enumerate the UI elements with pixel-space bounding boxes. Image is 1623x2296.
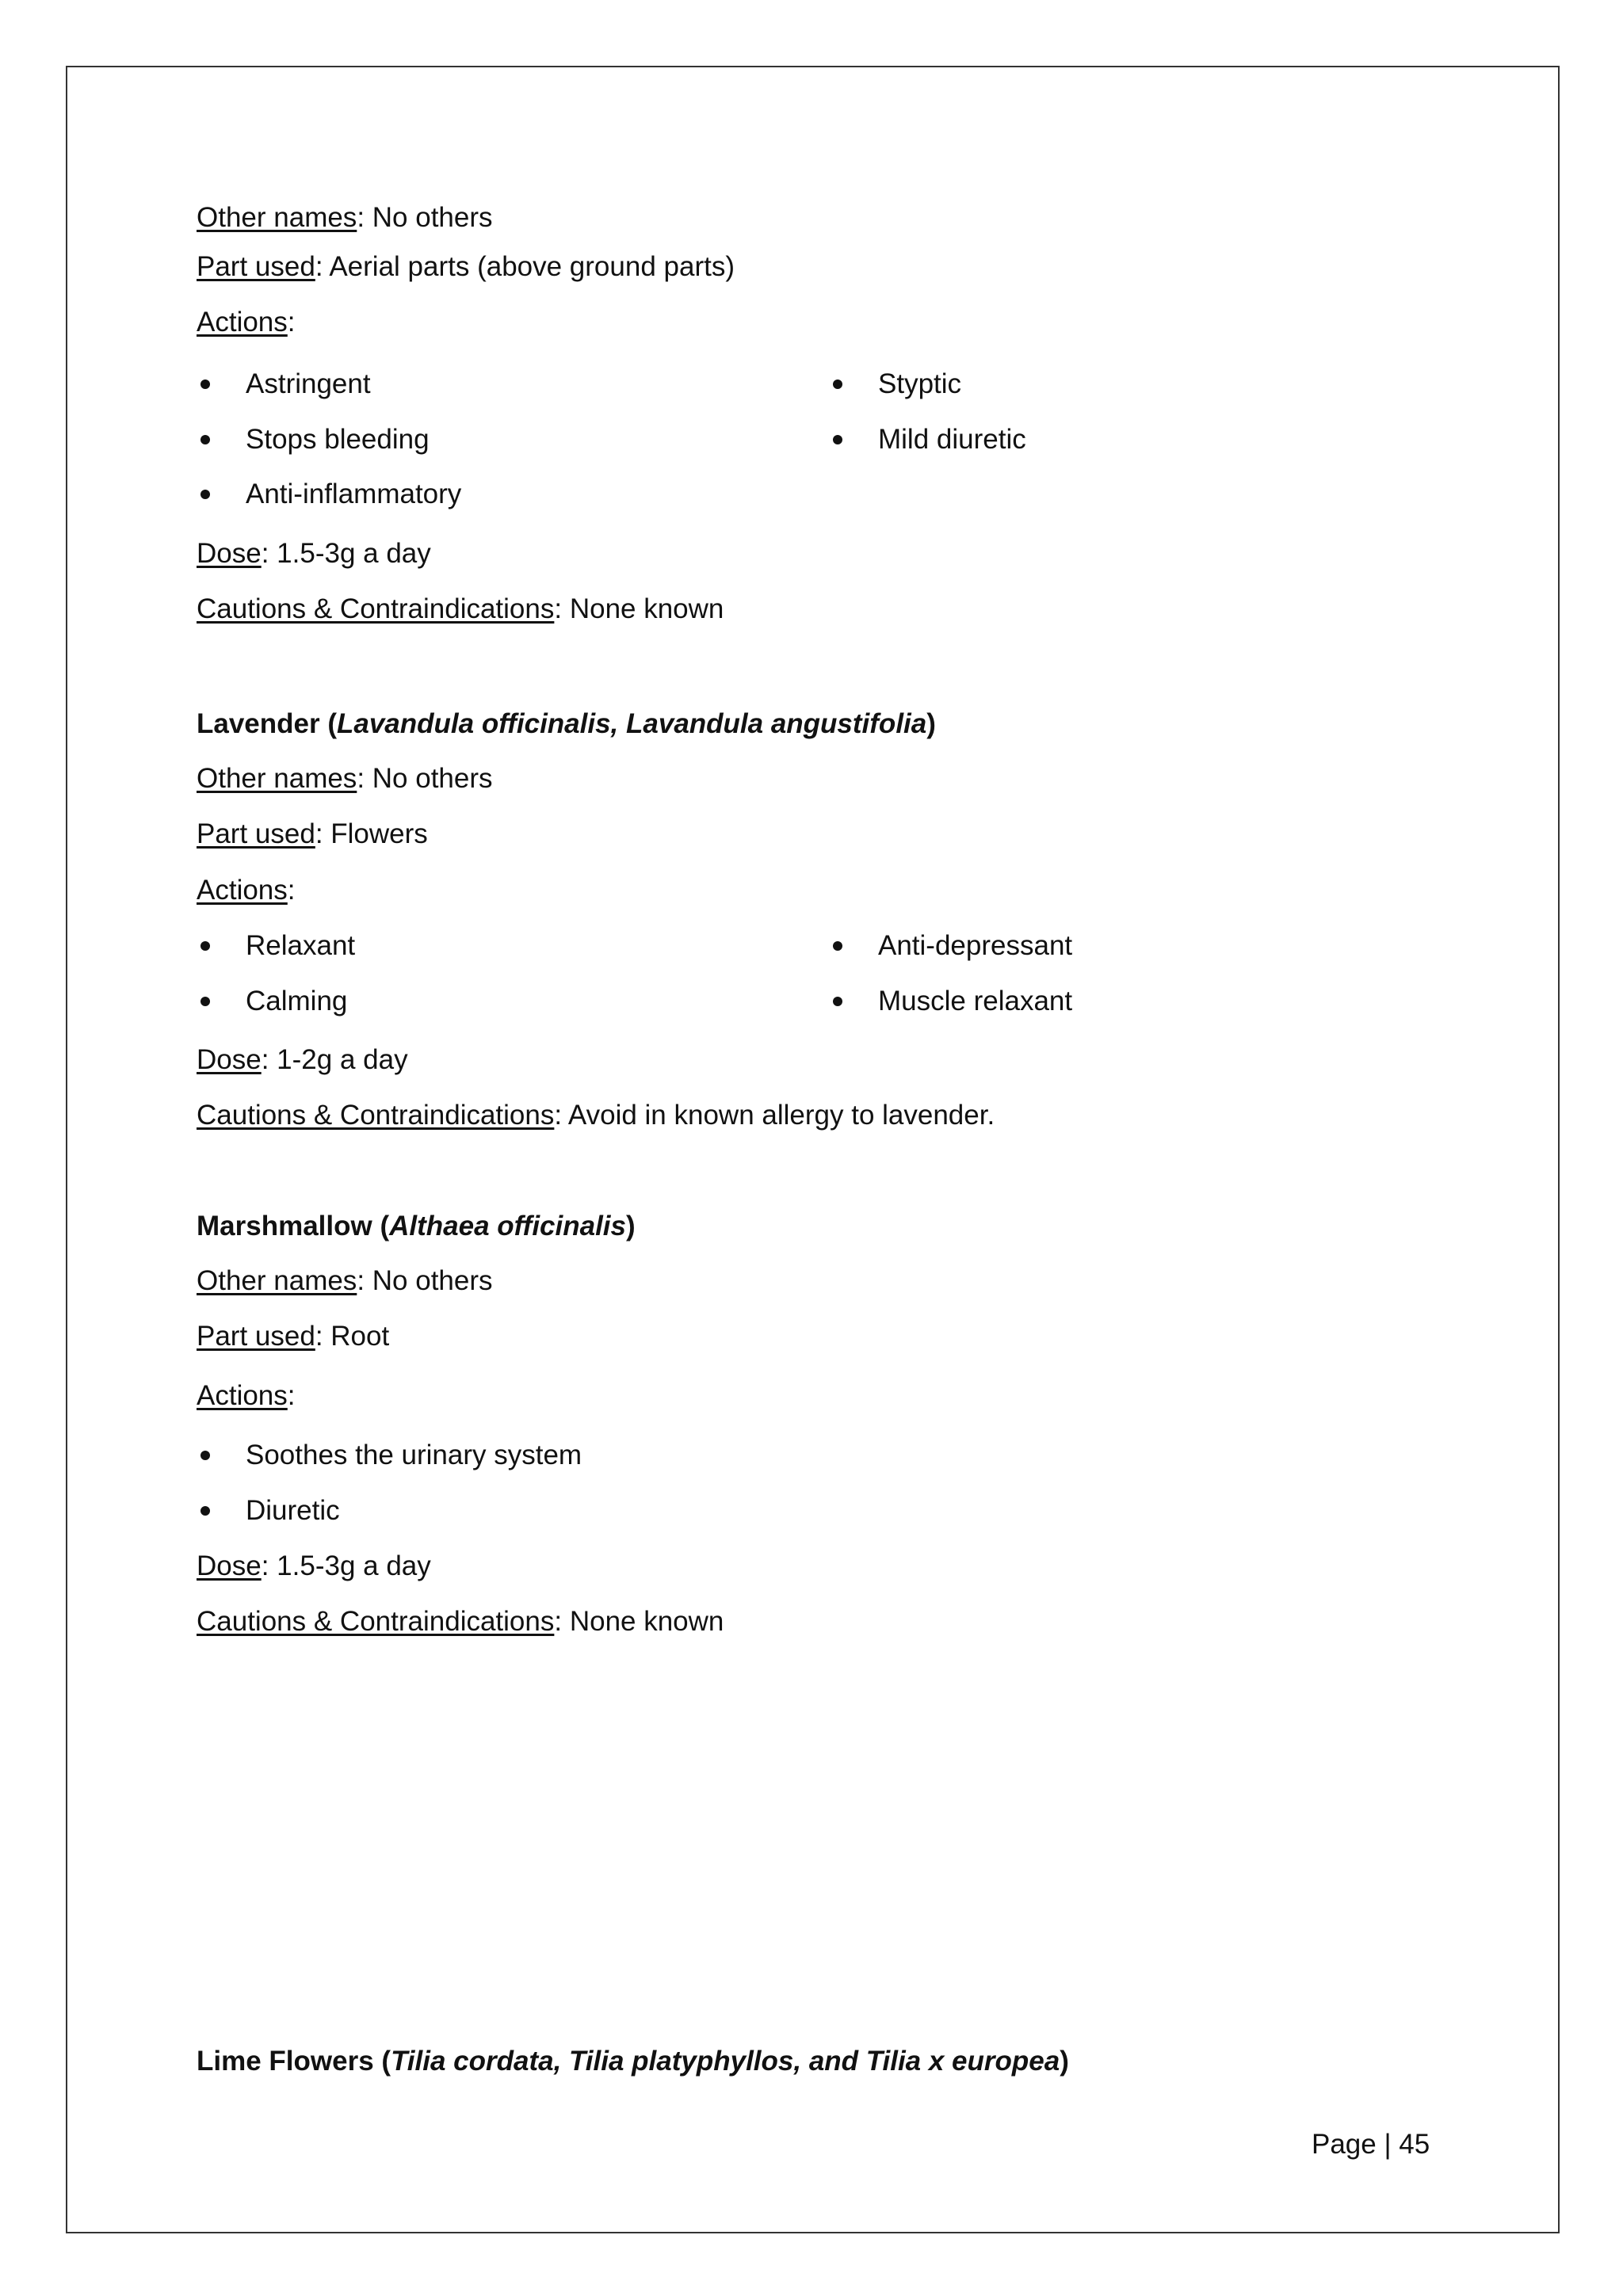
cautions-row — [197, 592, 724, 627]
bullet-icon — [833, 941, 842, 951]
list-item-text: Diuretic — [246, 1495, 340, 1526]
bullet-icon — [200, 490, 210, 499]
page-number: Page | 45 — [1312, 2129, 1430, 2160]
heading-common-name: Lime Flowers ( — [197, 2046, 391, 2077]
part-used-label: Part used — [197, 251, 315, 282]
heading-latin-name: Tilia cordata, Tilia platyphyllos, and Tilia x europea — [391, 2046, 1060, 2077]
list-item — [246, 477, 461, 512]
list-item-text: Anti-inflammatory — [246, 479, 462, 509]
other-names-value: : No others — [357, 202, 493, 233]
cautions-label: Cautions & Contraindications — [197, 1100, 555, 1131]
heading-close-paren: ) — [926, 708, 936, 739]
list-item — [246, 367, 371, 402]
lavender-heading — [197, 707, 936, 742]
heading-common-name: Marshmallow ( — [197, 1211, 390, 1241]
cautions-label: Cautions & Contraindications — [197, 593, 555, 624]
cautions-value: : None known — [554, 1606, 724, 1637]
heading-close-paren: ) — [626, 1211, 636, 1241]
part-used-row — [197, 817, 428, 852]
lime-flowers-heading — [197, 2044, 1069, 2079]
dose-label: Dose — [197, 1044, 262, 1075]
heading-latin-name: Althaea officinalis — [389, 1211, 626, 1241]
list-item — [878, 367, 961, 402]
other-names-row — [197, 761, 493, 796]
cautions-value: : Avoid in known allergy to lavender. — [554, 1100, 995, 1131]
bullet-icon — [200, 435, 210, 444]
actions-label: Actions — [197, 307, 288, 338]
cautions-value: : None known — [554, 593, 724, 624]
other-names-label: Other names — [197, 763, 357, 794]
bullet-icon — [833, 379, 842, 389]
list-item — [246, 422, 430, 457]
list-item-text: Astringent — [246, 368, 371, 399]
list-item-text: Styptic — [878, 368, 962, 399]
part-used-value: : Flowers — [315, 818, 428, 849]
dose-value: : 1-2g a day — [261, 1044, 408, 1075]
actions-heading — [197, 305, 296, 340]
bullet-icon — [200, 1506, 210, 1516]
other-names-value: : No others — [357, 1265, 493, 1296]
dose-value: : 1.5-3g a day — [261, 1550, 431, 1581]
actions-label: Actions — [197, 1380, 288, 1411]
other-names-label: Other names — [197, 1265, 357, 1296]
actions-heading — [197, 873, 296, 908]
bullet-icon — [833, 997, 842, 1006]
bullet-icon — [200, 997, 210, 1006]
part-used-row — [197, 1319, 389, 1354]
actions-colon: : — [287, 307, 296, 338]
bullet-icon — [200, 1451, 210, 1460]
actions-colon: : — [287, 1380, 296, 1411]
part-used-value: : Aerial parts (above ground parts) — [315, 251, 735, 282]
bullet-icon — [833, 435, 842, 444]
list-item — [246, 929, 355, 963]
list-item-text: Relaxant — [246, 930, 356, 961]
list-item — [878, 984, 1072, 1019]
cautions-row — [197, 1604, 724, 1639]
heading-close-paren: ) — [1060, 2046, 1069, 2077]
actions-heading — [197, 1379, 296, 1413]
dose-label: Dose — [197, 538, 262, 569]
other-names-row — [197, 1264, 493, 1299]
marshmallow-heading — [197, 1209, 636, 1244]
part-used-label: Part used — [197, 1321, 315, 1352]
dose-row — [197, 1043, 408, 1077]
list-item-text: Calming — [246, 986, 348, 1016]
list-item-text: Anti-depressant — [878, 930, 1073, 961]
heading-latin-name: Lavandula officinalis, Lavandula angustifolia — [337, 708, 927, 739]
list-item — [246, 984, 347, 1019]
dose-label: Dose — [197, 1550, 262, 1581]
list-item-text: Muscle relaxant — [878, 986, 1073, 1016]
list-item — [878, 929, 1072, 963]
list-item-text: Stops bleeding — [246, 424, 430, 455]
actions-colon: : — [287, 875, 296, 906]
heading-common-name: Lavender ( — [197, 708, 337, 739]
actions-label: Actions — [197, 875, 288, 906]
bullet-icon — [200, 379, 210, 389]
dose-row — [197, 536, 431, 571]
part-used-label: Part used — [197, 818, 315, 849]
other-names-value: : No others — [357, 763, 493, 794]
list-item-text: Mild diuretic — [878, 424, 1026, 455]
dose-row — [197, 1549, 431, 1584]
part-used-row — [197, 250, 735, 284]
other-names-row — [197, 200, 493, 235]
list-item — [246, 1438, 582, 1473]
part-used-value: : Root — [315, 1321, 390, 1352]
cautions-row — [197, 1098, 995, 1133]
other-names-label: Other names — [197, 202, 357, 233]
list-item-text: Soothes the urinary system — [246, 1440, 582, 1470]
list-item — [878, 422, 1026, 457]
list-item — [246, 1493, 340, 1528]
cautions-label: Cautions & Contraindications — [197, 1606, 555, 1637]
dose-value: : 1.5-3g a day — [261, 538, 431, 569]
bullet-icon — [200, 941, 210, 951]
